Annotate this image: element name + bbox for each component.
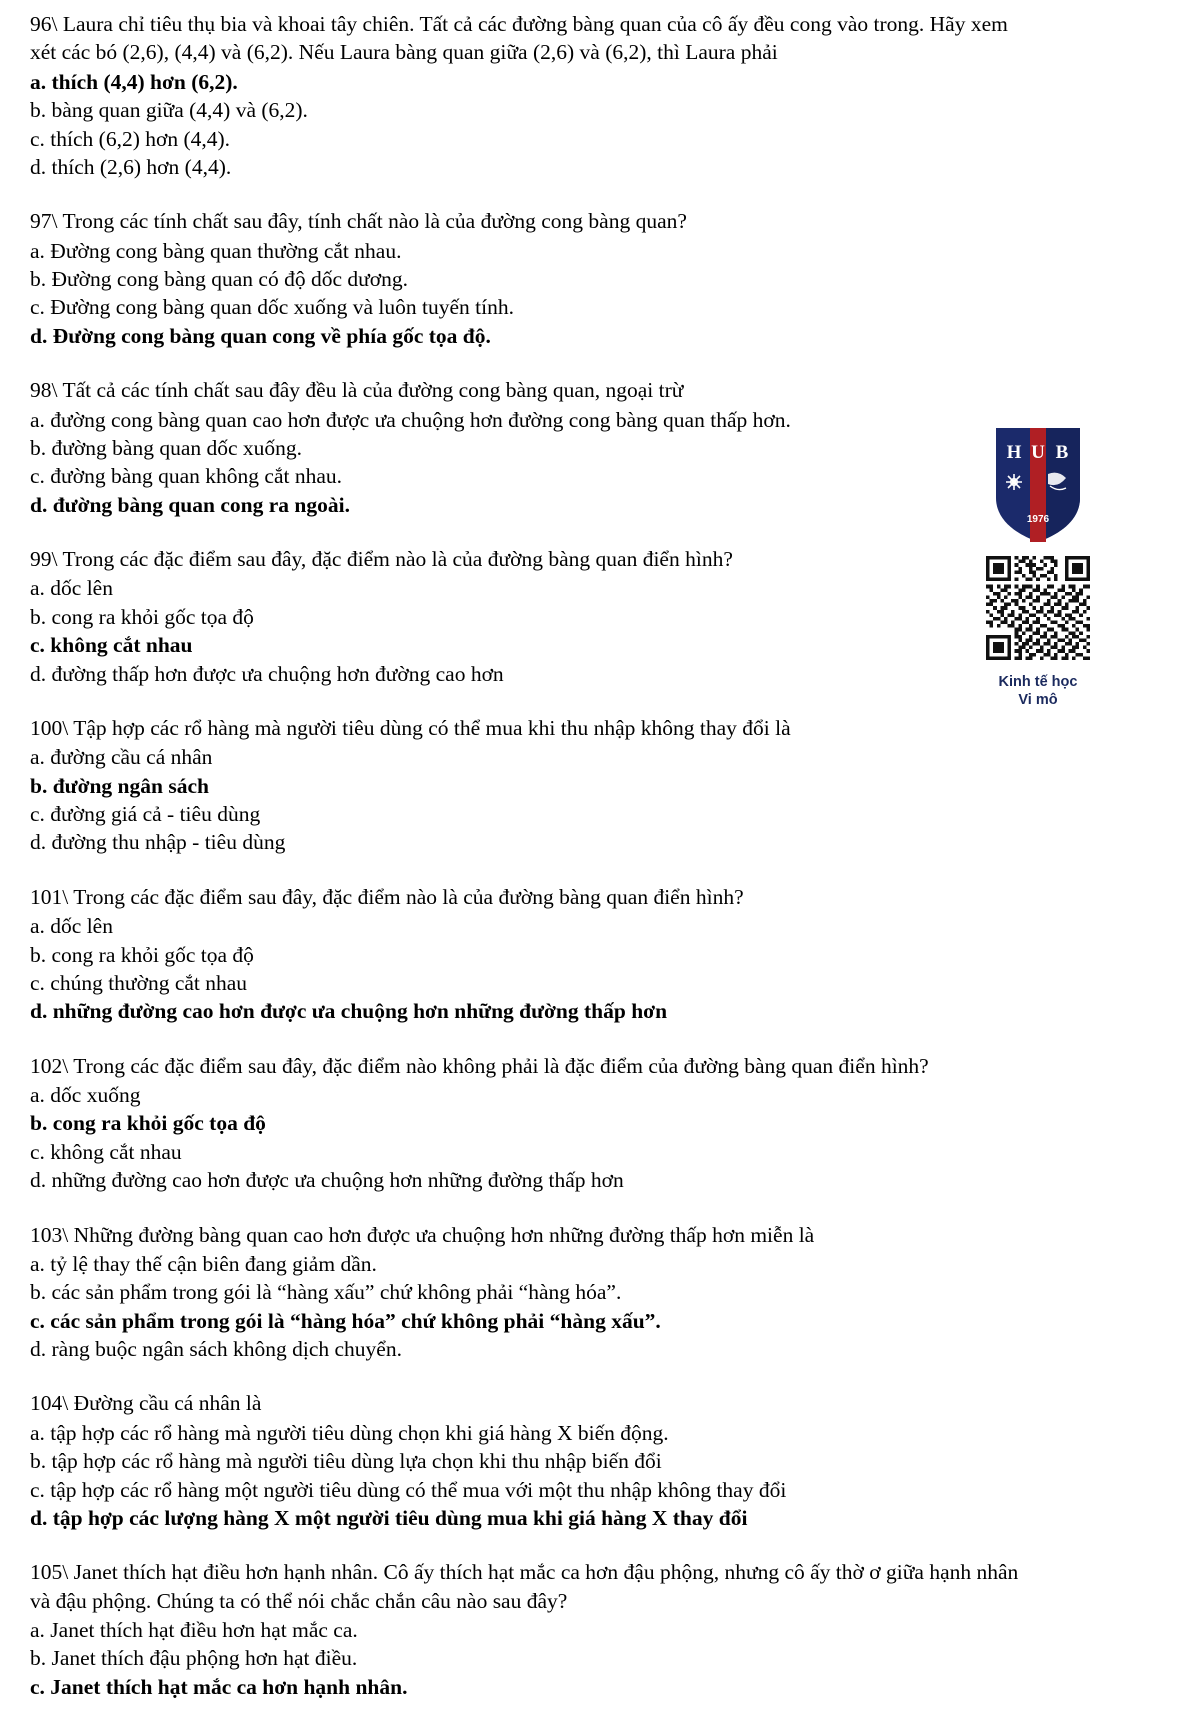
question-option[interactable]: b. Janet thích đậu phộng hơn hạt điều. <box>30 1646 358 1671</box>
qr-code-icon <box>986 556 1090 660</box>
brand-caption-line2: Vi mô <box>1018 692 1058 709</box>
question-block <box>30 1389 1160 1532</box>
brand-caption-line1: Kinh tế học <box>998 674 1078 690</box>
question-block <box>30 10 1160 181</box>
question-option[interactable]: c. không cắt nhau <box>30 1139 182 1164</box>
question-option[interactable]: d. đường thấp hơn được ưa chuộng hơn đường cao hơn <box>30 661 504 686</box>
question-option[interactable]: c. không cắt nhau <box>30 633 193 658</box>
question-option[interactable]: c. thích (6,2) hơn (4,4). <box>30 126 231 151</box>
question-option[interactable]: d. tập hợp các lượng hàng X một người tiêu dùng mua khi giá hàng X thay đổi <box>30 1505 748 1530</box>
question-option[interactable]: d. những đường cao hơn được ưa chuộng hơn những đường thấp hơn <box>30 1168 624 1193</box>
svg-text:U: U <box>1031 442 1045 463</box>
question-stem: 102\ Trong các đặc điểm sau đây, đặc điểm nào không phải là đặc điểm của đường bàng quan điển hình? <box>30 1053 929 1078</box>
question-option[interactable]: b. đường bàng quan dốc xuống. <box>30 435 303 460</box>
svg-text:H: H <box>1006 442 1022 463</box>
question-option[interactable]: b. cong ra khỏi gốc tọa độ <box>30 604 254 629</box>
question-option[interactable]: a. Đường cong bàng quan thường cắt nhau. <box>30 238 402 263</box>
shield-icon <box>990 424 1086 544</box>
question-stem: 97\ Trong các tính chất sau đây, tính chất nào là của đường cong bàng quan? <box>30 209 687 234</box>
question-stem: 104\ Đường cầu cá nhân là <box>30 1391 262 1416</box>
question-option[interactable]: c. tập hợp các rổ hàng một người tiêu dùng có thể mua với một thu nhập không thay đổi <box>30 1477 787 1502</box>
question-block <box>30 207 1160 350</box>
question-block <box>30 883 1160 1026</box>
question-option[interactable]: b. cong ra khỏi gốc tọa độ <box>30 942 254 967</box>
question-block <box>30 1221 1160 1364</box>
question-option[interactable]: b. Đường cong bàng quan có độ dốc dương. <box>30 267 409 291</box>
question-block <box>30 1558 1160 1701</box>
question-stem: 105\ Janet thích hạt điều hơn hạnh nhân. Cô ấy thích hạt mắc ca hơn đậu phộng, nhưng cô ấy thờ ơ giữa hạnh nhân và đậu phộng. Chúng ta có thể nói chắc chắn câu nào sau đây? <box>30 1560 1019 1613</box>
hub-shield-logo <box>990 424 1086 544</box>
question-option[interactable]: b. đường ngân sách <box>30 773 209 798</box>
question-option[interactable]: a. dốc lên <box>30 914 113 939</box>
question-option[interactable]: a. đường cong bàng quan cao hơn được ưa chuộng hơn đường cong bàng quan thấp hơn. <box>30 407 791 432</box>
question-stem: 96\ Laura chỉ tiêu thụ bia và khoai tây chiên. Tất cả các đường bàng quan của cô ấy đều cong vào trong. Hãy xem xét các bó (2,6), (4,4) và (6,2). Nếu Laura bàng quan giữa (2,6) và (6,2), thì Laura phải <box>30 12 1008 65</box>
question-option[interactable]: a. Janet thích hạt điều hơn hạt mắc ca. <box>30 1618 358 1642</box>
question-option[interactable]: a. thích (4,4) hơn (6,2). <box>30 69 238 94</box>
question-stem: 98\ Tất cả các tính chất sau đây đều là của đường cong bàng quan, ngoại trừ <box>30 378 684 403</box>
question-option[interactable]: a. dốc lên <box>30 576 113 601</box>
question-option[interactable]: c. Đường cong bàng quan dốc xuống và luôn tuyến tính. <box>30 295 514 320</box>
question-stem: 99\ Trong các đặc điểm sau đây, đặc điểm nào là của đường bàng quan điển hình? <box>30 547 733 571</box>
question-option[interactable]: d. những đường cao hơn được ưa chuộng hơn những đường thấp hơn <box>30 999 668 1024</box>
question-option[interactable]: b. bàng quan giữa (4,4) và (6,2). <box>30 98 308 123</box>
question-option[interactable]: d. ràng buộc ngân sách không dịch chuyển. <box>30 1337 402 1361</box>
question-option[interactable]: c. chúng thường cắt nhau <box>30 970 248 995</box>
question-option[interactable]: a. đường cầu cá nhân <box>30 745 213 770</box>
question-option[interactable]: a. tập hợp các rổ hàng mà người tiêu dùng chọn khi giá hàng X biến động. <box>30 1420 669 1445</box>
question-option[interactable]: c. các sản phẩm trong gói là “hàng hóa” chứ không phải “hàng xấu”. <box>30 1308 661 1333</box>
question-stem: 103\ Những đường bàng quan cao hơn được ưa chuộng hơn những đường thấp hơn miễn là <box>30 1222 815 1247</box>
question-option[interactable]: d. Đường cong bàng quan cong về phía gốc tọa độ. <box>30 323 491 348</box>
question-option[interactable]: c. đường giá cả - tiêu dùng <box>30 802 261 826</box>
question-stem: 100\ Tập hợp các rổ hàng mà người tiêu dùng có thể mua khi thu nhập không thay đổi là <box>30 715 791 740</box>
question-option[interactable]: d. thích (2,6) hơn (4,4). <box>30 154 232 179</box>
question-option[interactable]: b. các sản phẩm trong gói là “hàng xấu” chứ không phải “hàng hóa”. <box>30 1280 622 1305</box>
question-option[interactable]: a. dốc xuống <box>30 1083 141 1107</box>
brand-watermark <box>972 424 1104 709</box>
question-option[interactable]: c. đường bàng quan không cắt nhau. <box>30 464 343 489</box>
question-option[interactable]: d. đường bàng quan cong ra ngoài. <box>30 492 350 517</box>
question-option[interactable]: b. cong ra khỏi gốc tọa độ <box>30 1111 266 1136</box>
question-option[interactable]: c. Janet thích hạt mắc ca hơn hạnh nhân. <box>30 1674 408 1699</box>
brand-caption <box>972 673 1104 709</box>
svg-text:1976: 1976 <box>1026 514 1050 525</box>
svg-text:B: B <box>1055 442 1069 463</box>
question-option[interactable]: b. tập hợp các rổ hàng mà người tiêu dùng lựa chọn khi thu nhập biến đổi <box>30 1449 662 1474</box>
question-option[interactable]: a. tỷ lệ thay thế cận biên đang giảm dần. <box>30 1251 377 1276</box>
question-stem: 101\ Trong các đặc điểm sau đây, đặc điểm nào là của đường bàng quan điển hình? <box>30 884 744 909</box>
question-block <box>30 1052 1160 1195</box>
question-option[interactable]: d. đường thu nhập - tiêu dùng <box>30 830 286 855</box>
question-block <box>30 714 1160 857</box>
